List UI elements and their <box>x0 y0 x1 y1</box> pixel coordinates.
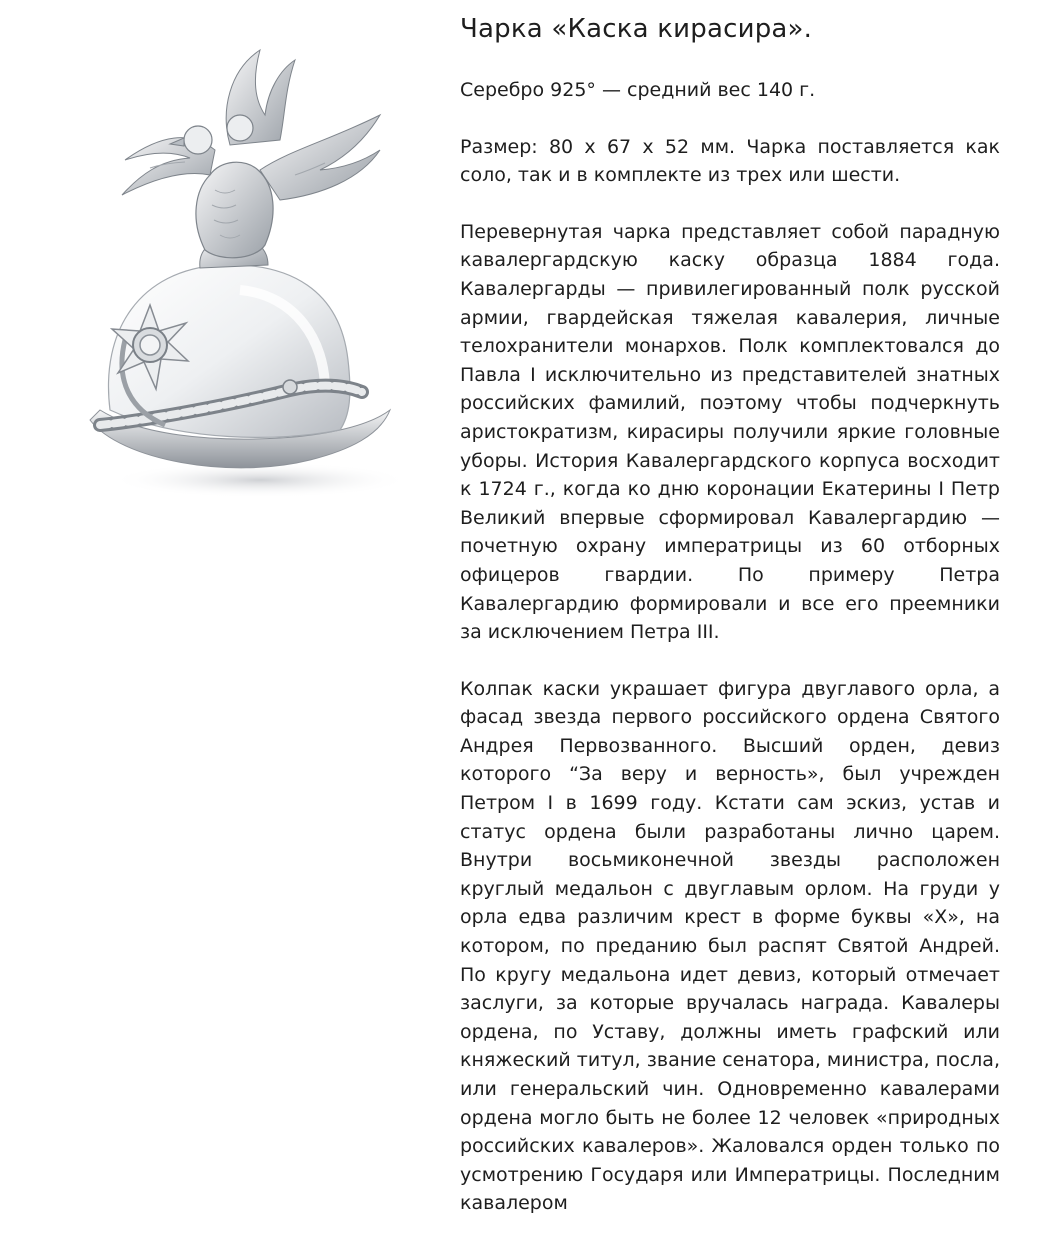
product-description <box>460 10 1000 1246</box>
decoration-paragraph: Колпак каски украшает фигура двуглавого орла, а фасад звезда первого российского ордена Святого Андрея Первозванного. Высший орден, девиз которого “За веру и верность», был учрежден Петром I в 1699 году. Кстати сам эскиз, устав и статус ордена были разработаны лично царем. Внутри восьмиконечной звезды расположен круглый медальон с двуглавым орлом. На груди у орла едва различим крест в форме буквы «Х», на котором, по преданию был распят Святой Андрей. По кругу медальона идет девиз, который отмечает заслуги, за которые вручалась награда. Кавалеры ордена, по Уставу, должны иметь графский или княжеский титул, звание сенатора, министра, посла, или генеральский чин. Одновременно кавалерами ордена могло быть не более 12 человек «природных российских кавалеров». Жаловался орден только по усмотрению Государя или Императрицы. Последним кавалером <box>460 677 1000 1215</box>
product-title: Чарка «Каска кирасира». <box>460 14 813 44</box>
product-image <box>80 40 420 510</box>
size-info: Размер: 80 х 67 х 52 мм. Чарка поставляется как соло, так и в комплекте из трех или шести. <box>460 135 1000 187</box>
material-info: Серебро 925° — средний вес 140 г. <box>460 79 816 101</box>
history-paragraph: Перевернутая чарка представляет собой парадную кавалергардскую каску образца 1884 года. Кавалергарды — привилегированный полк русской армии, гвардейская тяжелая кавалерия, личные телохранители монархов. Полк комплектовался до Павла I исключительно из представителей знатных российских фамилий, поэтому чтобы подчеркнуть аристократизм, кирасиры получили яркие головные уборы. История Кавалергардского корпуса восходит к 1724 г., когда ко дню коронации Екатерины I Петр Великий впервые сформировал Кавалергардию — почетную охрану императрицы из 60 отборных офицеров гвардии. По примеру Петра Кавалергардию формировали и все его преемники за исключением Петра III. <box>460 220 1000 644</box>
